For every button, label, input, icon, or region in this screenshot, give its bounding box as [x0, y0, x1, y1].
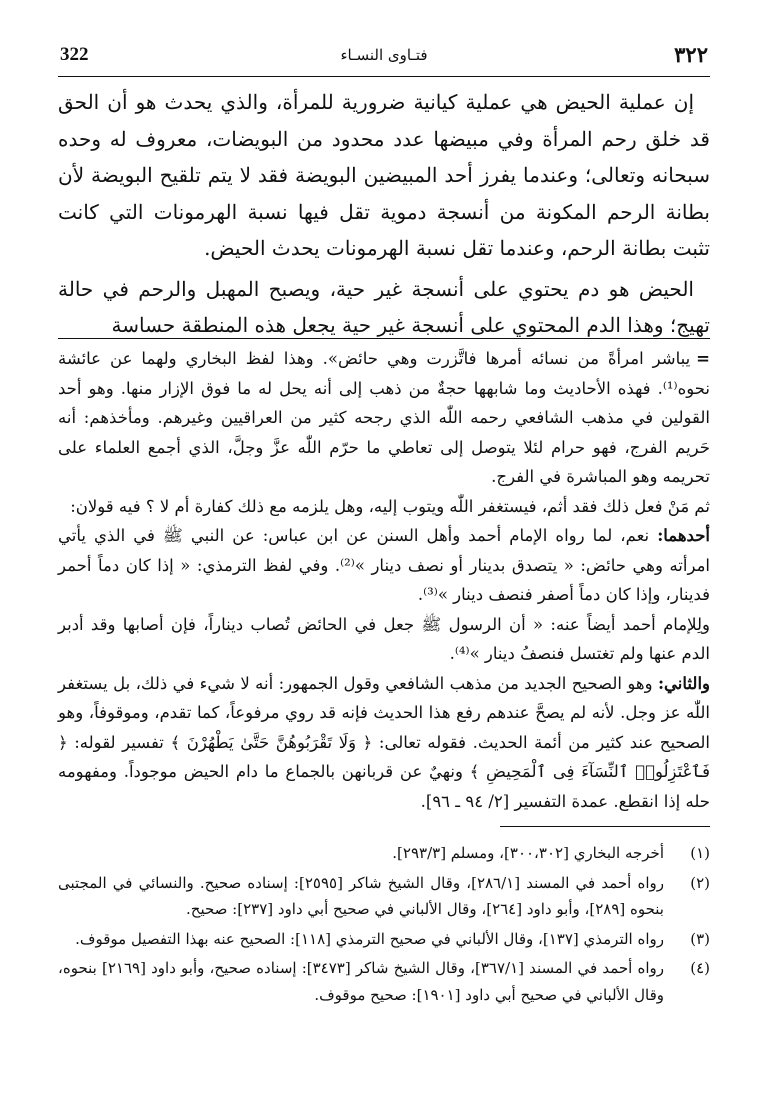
- footnote-4: [58, 955, 710, 1008]
- page-number-latin: 322: [60, 44, 89, 65]
- note-text: نعم، لما رواه الإمام أحمد وأهل السنن عن ابن عباس: عن النبي ﷺ في الذي يأتي امرأته وهي حائض: « يتصدق بدينار أو نصف دينار »⁽²⁾. وفي لفظ الترمذي: « إذا كان دماً أحمر فدينار، وإذا كان دماً أصفر فنصف دينار »⁽³⁾.: [58, 526, 710, 604]
- continuation-mark: =: [696, 349, 710, 368]
- footnote-text: رواه الترمذي [١٣٧]، وقال الألباني في صحيح الترمذي [١١٨]: الصحيح عنه بهذا التفصيل موقوف.: [75, 929, 664, 948]
- footnote-text: رواه أحمد في المسند [٢٨٦/١]، وقال الشيخ شاكر [٢٥٩٥]: إسناده صحيح. والنسائي في المجتبى بنحوه [٢٨٩]، وأبو داود [٢٦٤]، وقال الألباني في صحيح أبي داود [٢٣٧]: صحيح.: [58, 873, 664, 918]
- note-lead: أحدهما:: [657, 526, 710, 545]
- footnote-text: رواه أحمد في المسند [٣٦٧/١]، وقال الشيخ شاكر [٣٤٧٣]: إسناده صحيح، وأبو داود [٢١٦٩] بنحوه، وقال الألباني في صحيح أبي داود [١٩٠١]: صحيح موقوف.: [58, 959, 665, 1004]
- main-paragraph-2: الحيض هو دم يحتوي على أنسجة غير حية، ويصبح المهبل والرحم في حالة تهيج؛ وهذا الدم المحتوي على أنسجة غير حية يجعل هذه المنطقة حساسة: [58, 276, 710, 337]
- footnote-3: [58, 926, 710, 953]
- footnotes: [58, 840, 710, 1011]
- footnote-number: (٢): [690, 873, 710, 892]
- footnote-number: (٤): [690, 959, 710, 977]
- note-block-2: [58, 492, 710, 522]
- main-paragraph-1: إن عملية الحيض هي عملية كيانية ضرورية للمرأة، والذي يحدث هو أن الحق قد خلق رحم المرأة وفي مبيضها عدد محدود من البويضات، معروف له وحده سبحانه وتعالى؛ وعندما يفرز أحد المبيضين البويضة فقد لا يتم تلقيح البويضة لأن بطانة الرحم المكونة من أنسجة دموية تقل فيها نسبة الهرمونات التي كانت تثبت بطانة الرحم، وعندما تقل نسبة الهرمونات يحدث الحيض.: [58, 90, 710, 260]
- note-block-5: [58, 669, 710, 817]
- page-number-arabic: ٣٢٢: [674, 42, 708, 67]
- page-header: [58, 42, 710, 77]
- footnote-number: (٣): [690, 929, 710, 948]
- footnote-1: [58, 840, 710, 867]
- commentary-notes: [58, 344, 710, 816]
- note-block-1: [58, 344, 710, 492]
- note-text: وهو الصحيح الجديد من مذهب الشافعي وقول الجمهور: أنه لا شيء في ذلك، بل يستغفر اللّٰه عز وجل. لأنه لم يصحَّ عندهم رفع هذا الحديث فإنه قد روي مرفوعاً، كما تقدم، وموقوفاً، وهو الصحيح عند كثير من أئمة الحديث. فقوله تعالى: ﴿ وَلَا تَقْرَبُوهُنَّ حَتَّىٰ يَطْهُرْنَ ﴾ تفسير لقوله: ﴿ فَٱعْتَزِلُوا۟ ٱلنِّسَآءَ فِى ٱلْمَحِيضِ ﴾ ونهيٌ عن قربانهن بالجماع ما دام الحيض موجوداً. ومفهومه حله إذا انقطع. عمدة التفسير [٢/ ٩٤ ـ ٩٦].: [58, 673, 710, 811]
- main-text: [58, 84, 710, 348]
- footnote-text: أخرجه البخاري [٣٠٠،٣٠٢]، ومسلم [٢٩٣/٣].: [392, 844, 664, 862]
- footnote-number: (١): [690, 844, 710, 862]
- footnote-2: [58, 870, 710, 923]
- note-text: ولِلإمام أحمد أيضاً عنه: « أن الرسول ﷺ جعل في الحائض تُصاب ديناراً، فإن أصابها وقد أدبر الدم عنها ولم تغتسل فنصفُ دينار »⁽⁴⁾.: [58, 614, 710, 663]
- note-block-4: [58, 610, 710, 669]
- note-lead: والثاني:: [657, 673, 710, 693]
- note-block-3: [58, 521, 710, 610]
- running-title: فتـاوى النسـاء: [340, 46, 428, 64]
- note-text: ثم مَنْ فعل ذلك فقد أثم، فيستغفر اللّٰه ويتوب إليه، وهل يلزمه مع ذلك كفارة أم لا ؟ فيه قولان:: [70, 496, 710, 516]
- notes-separator: [58, 338, 710, 339]
- note-text: يباشر امرأةً من نسائه أمرها فاتَّزرت وهي حائض». وهذا لفظ البخاري ولهما عن عائشة نحوه⁽¹⁾. فهذه الأحاديث وما شابهها حجةٌ من ذهب إلى أنه يحل له ما فوق الإزار منها. وهو أحد القولين في مذهب الشافعي رحمه اللّٰه الذي رجحه كثير من العراقيين وغيرهم. ومأخذهم: أنه حَريم الفرج، فهو حرام لئلا يتوصل إلى تعاطي ما حرّم اللّٰه عزَّ وجلَّ، الذي أجمع العلماء على تحريمه وهو المباشرة في الفرج.: [58, 349, 710, 486]
- footnote-separator: [500, 826, 710, 827]
